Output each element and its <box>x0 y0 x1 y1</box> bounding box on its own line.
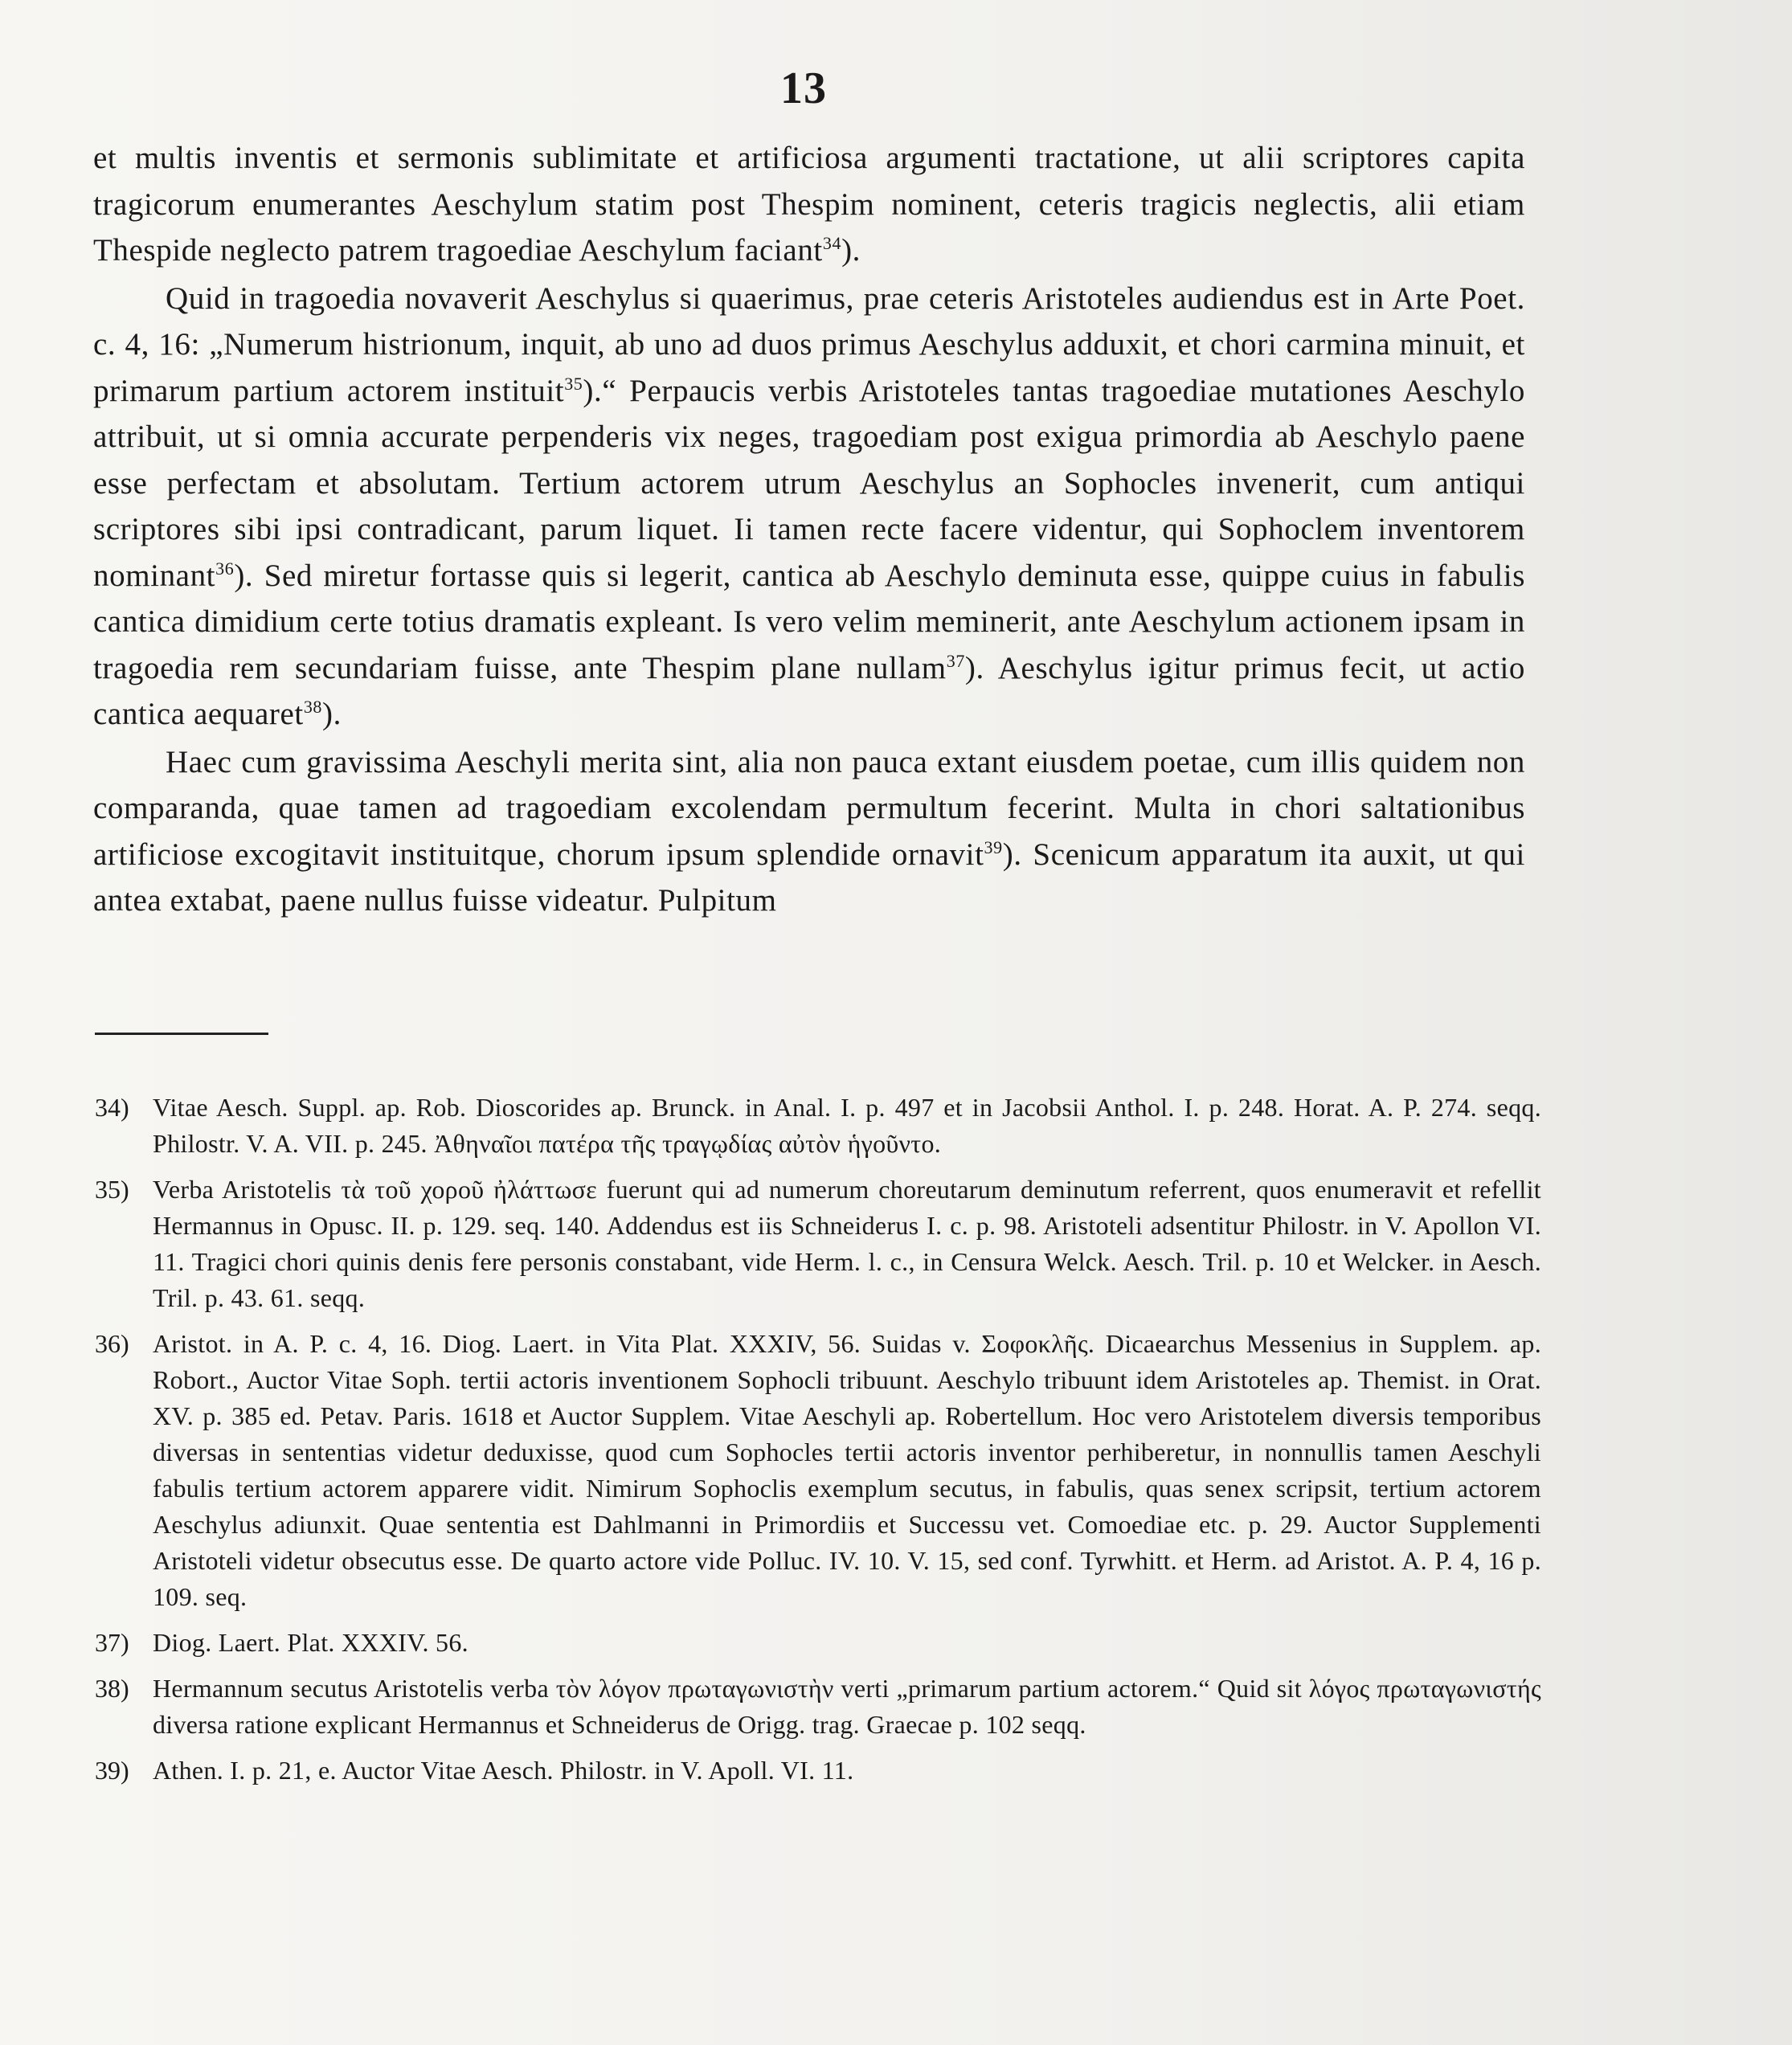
footnote-number: 34) <box>95 1093 129 1122</box>
footnote-ref-34: 34 <box>822 233 842 253</box>
paragraph-1 <box>93 135 1525 274</box>
paragraph-2 <box>93 276 1525 738</box>
main-text <box>93 135 1525 926</box>
footnote-number: 39) <box>95 1756 129 1785</box>
footnote-number: 36) <box>95 1329 129 1358</box>
footnote-ref-35: 35 <box>564 373 583 394</box>
footnote-ref-39: 39 <box>984 836 1003 857</box>
footnote-38 <box>95 1671 1541 1743</box>
footnote-39 <box>95 1753 1541 1789</box>
footnote-text: Athen. I. p. 21, e. Auctor Vitae Aesch. Philostr. in V. Apoll. VI. 11. <box>153 1756 854 1785</box>
footnote-text: Vitae Aesch. Suppl. ap. Rob. Dioscorides ap. Brunck. in Anal. I. p. 497 et in Jacobsii Anthol. I. p. 248. Horat. A. P. 274. seqq. Philostr. V. A. VII. p. 245. Ἀθηναῖοι πατέρα τῆς τραγῳδίας αὐτὸν ἡγοῦντο. <box>153 1093 1541 1158</box>
page-number: 13 <box>780 63 827 113</box>
paragraph-1-text-a: et multis inventis et sermonis sublimitate et artificiosa argumenti tractatione, ut alii scriptores capita tragicorum enumerantes Aeschylum statim post Thespim nominent, ceteris tragicis neglectis, alii etiam Thespide neglecto patrem tragoediae Aeschylum faciant <box>93 141 1525 268</box>
paragraph-2-text-c: ). Sed miretur fortasse quis si legerit, cantica ab Aeschylo deminuta esse, quippe cuius in fabulis cantica dimidium certe totius dramatis expleant. Is vero velim meminerit, ante Aeschylum actionem ipsam in tragoedia rem secundariam fuisse, ante Thespim plane nullam <box>93 558 1525 685</box>
footnote-34 <box>95 1090 1541 1162</box>
footnote-text: Hermannum secutus Aristotelis verba τὸν λόγον πρωταγωνιστὴν verti „primarum partium actorem.“ Quid sit λόγος πρωταγωνιστής diversa ratione explicant Hermannus et Schneiderus de Origg. trag. Graecae p. 102 seqq. <box>153 1674 1541 1739</box>
footnote-number: 37) <box>95 1628 129 1657</box>
footnote-separator <box>95 1033 268 1035</box>
footnote-ref-37: 37 <box>946 650 965 671</box>
footnote-35 <box>95 1172 1541 1316</box>
paragraph-2-text-b: ).“ Perpaucis verbis Aristoteles tantas tragoediae mutationes Aeschylo attribuit, ut si omnia accurate perpenderis vix neges, tragoediam post exigua primordia ab Aeschylo paene esse perfectam et absolutam. Tertium actorem utrum Aeschylus an Sophocles invenerit, cum antiqui scriptores sibi ipsi contradicant, parum liquet. Ii tamen recte facere videntur, qui Sophoclem inventorem nominant <box>93 373 1525 593</box>
footnote-text: Diog. Laert. Plat. XXXIV. 56. <box>153 1628 468 1657</box>
paragraph-2-text-a: Quid in tragoedia novaverit Aeschylus si quaerimus, prae ceteris Aristoteles audiendus est in Arte Poet. c. 4, 16: „Numerum histrionum, inquit, ab uno ad duos primus Aeschylus adduxit, et chori carmina minuit, et primarum partium actorem instituit <box>93 280 1525 408</box>
footnote-ref-36: 36 <box>215 558 235 579</box>
footnotes <box>95 1090 1541 1798</box>
footnote-37 <box>95 1625 1541 1661</box>
footnote-36 <box>95 1326 1541 1615</box>
paragraph-1-text-b: ). <box>841 233 861 268</box>
footnote-text: Aristot. in A. P. c. 4, 16. Diog. Laert. in Vita Plat. XXXIV, 56. Suidas v. Σοφοκλῆς. Dicaearchus Messenius in Supplem. ap. Robort., Auctor Vitae Soph. tertii actoris inventionem Sophocli tribuunt. Aeschylo tribuunt idem Aristoteles ap. Themist. in Orat. XV. p. 385 ed. Petav. Paris. 1618 et Auctor Supplem. Vitae Aeschyli ap. Robertellum. Hoc vero Aristotelem diversis temporibus diversas in sententias videtur deduxisse, quod cum Sophocles tertii actoris inventor perhiberetur, in nonnullis tamen Aeschyli fabulis tertium actorem apparere vidit. Nimirum Sophoclis exemplum secutus, in fabulis, quas senex scripsit, tertium actorem Aeschylus adiunxit. Quae sententia est Dahlmanni in Primordiis et Successu vet. Comoediae etc. p. 29. Auctor Supplementi Aristoteli videtur obsecutus esse. De quarto actore vide Polluc. IV. 10. V. 15, sed conf. Tyrwhitt. et Herm. ad Aristot. A. P. 4, 16 p. 109. seq. <box>153 1329 1541 1611</box>
footnote-ref-38: 38 <box>303 697 323 717</box>
paragraph-3-text-b: ). Scenicum apparatum ita auxit, ut qui antea extabat, paene nullus fuisse videatur. Pulpitum <box>93 836 1525 918</box>
paragraph-2-text-e: ). <box>322 697 342 731</box>
footnote-number: 38) <box>95 1674 129 1703</box>
footnote-text: Verba Aristotelis τὰ τοῦ χοροῦ ἠλάττωσε fuerunt qui ad numerum choreutarum deminutum referrent, quos enumeravit et refellit Hermannus in Opusc. II. p. 129. seq. 140. Addendus est iis Schneiderus I. c. p. 98. Aristoteli adsentitur Philostr. in V. Apollon VI. 11. Tragici chori quinis denis fere personis constabant, vide Herm. l. c., in Censura Welck. Aesch. Tril. p. 10 et Welcker. in Aesch. Tril. p. 43. 61. seqq. <box>153 1175 1541 1312</box>
paragraph-3-text-a: Haec cum gravissima Aeschyli merita sint, alia non pauca extant eiusdem poetae, cum illis quidem non comparanda, quae tamen ad tragoediam excolendam permultum fecerint. Multa in chori saltationibus artificiose excogitavit instituitque, chorum ipsum splendide ornavit <box>93 744 1525 872</box>
footnote-number: 35) <box>95 1175 129 1204</box>
paragraph-3 <box>93 739 1525 924</box>
paragraph-2-text-d: ). Aeschylus igitur primus fecit, ut actio cantica aequaret <box>93 650 1525 731</box>
